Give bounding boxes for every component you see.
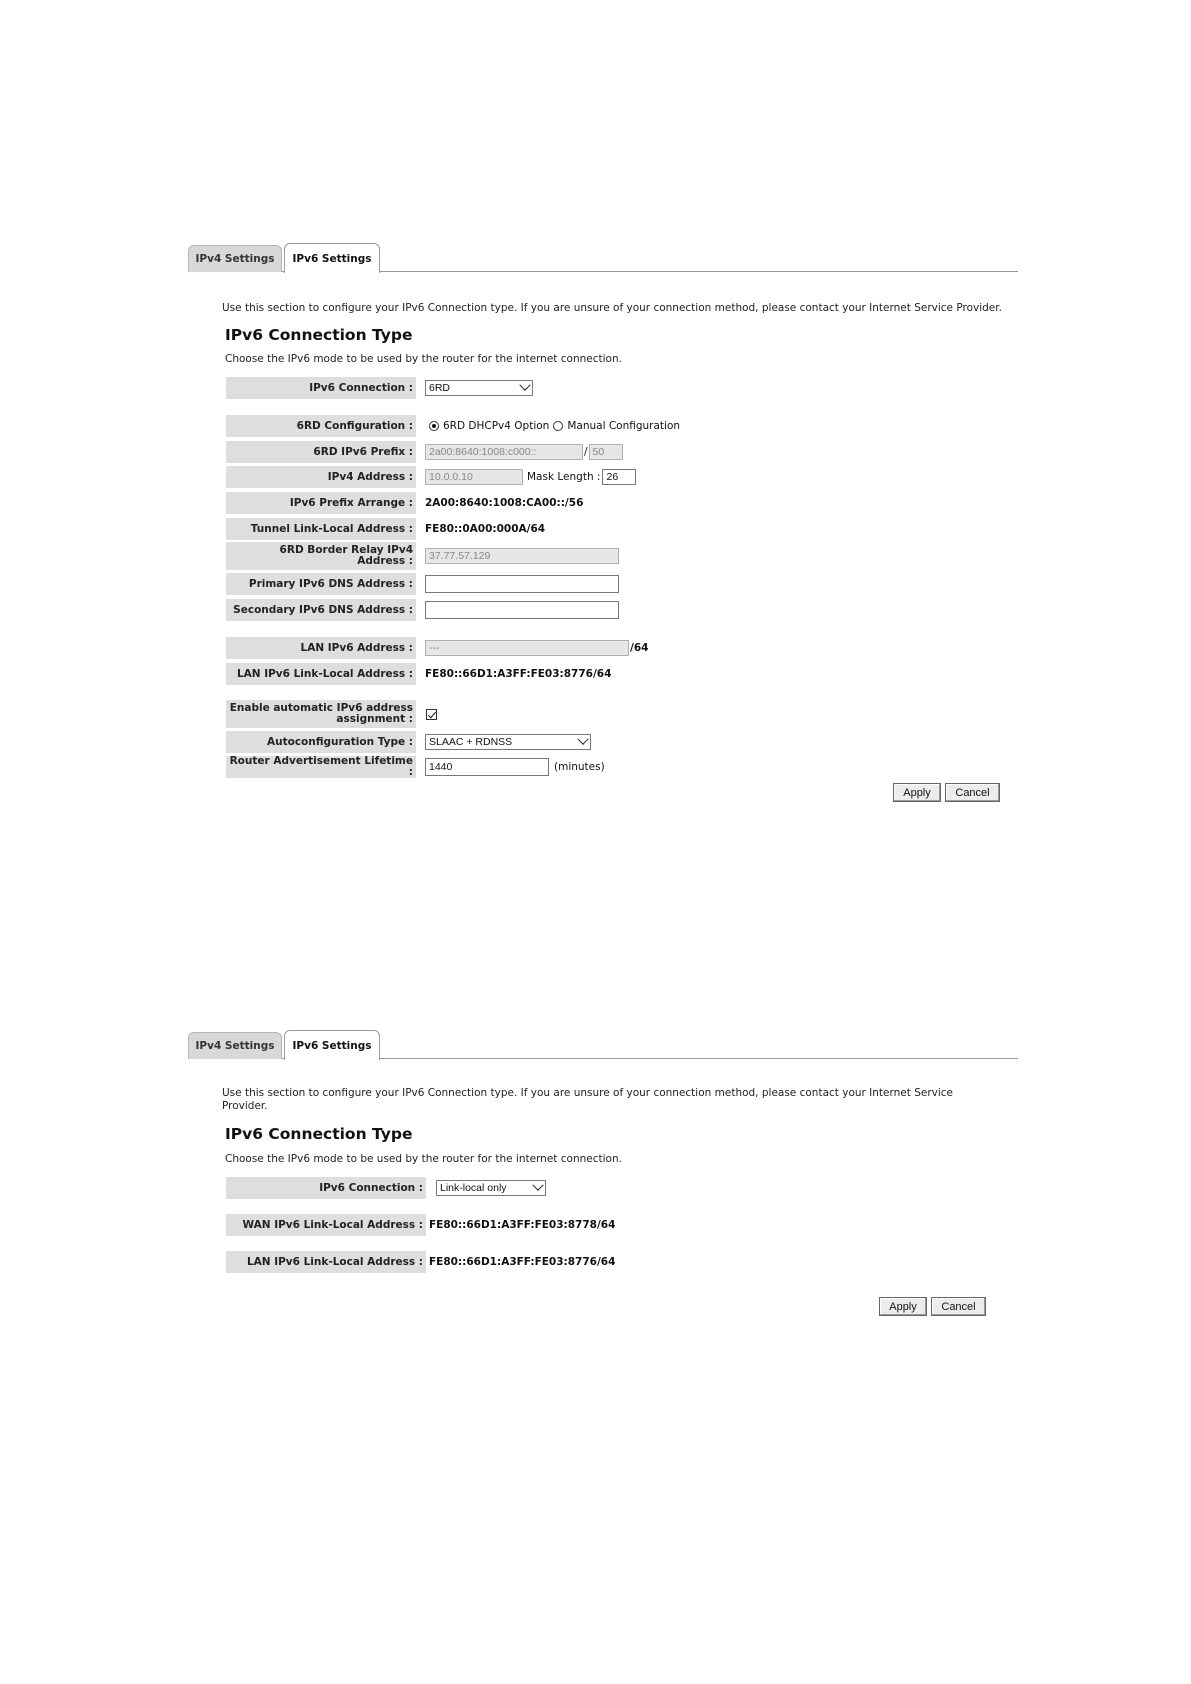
row-autoconfiguration-type [226,731,591,753]
cancel-button[interactable]: Cancel [931,1297,986,1316]
lan-link-local-label: LAN IPv6 Link-Local Address : [226,663,416,685]
auto-assignment-label-line1: Enable automatic IPv6 address [229,702,413,714]
tab-ipv6-settings[interactable]: IPv6 Settings [284,243,380,273]
tunnel-link-local-label: Tunnel Link-Local Address : [226,518,416,540]
ipv6-connection-value: Link-local only [440,1182,507,1194]
secondary-dns-input[interactable] [425,601,619,619]
intro-text [222,1087,953,1113]
mask-length-input[interactable]: 26 [602,469,636,485]
ra-lifetime-unit: (minutes) [554,761,605,773]
row-ipv4-address [226,466,636,488]
radio-manual-configuration-label: Manual Configuration [567,420,681,432]
tunnel-link-local-value: FE80::0A00:000A/64 [425,523,546,535]
ipv4-address-label: IPv4 Address : [226,466,416,488]
row-auto-assignment [226,700,437,728]
ipv6-connection-label: IPv6 Connection : [226,1177,426,1199]
6rd-configuration-label: 6RD Configuration : [226,415,416,437]
row-ipv6-prefix-arrange [226,492,583,514]
auto-assignment-label-line2: assignment : [336,713,413,725]
row-6rd-configuration [226,415,680,437]
ipv6-prefix-arrange-value: 2A00:8640:1008:CA00::/56 [425,497,584,509]
secondary-dns-label: Secondary IPv6 DNS Address : [226,599,416,621]
auto-assignment-checkbox[interactable] [426,709,437,720]
6rd-ipv6-prefix-label: 6RD IPv6 Prefix : [226,441,416,463]
autoconfiguration-type-label: Autoconfiguration Type : [226,731,416,753]
ipv6-connection-value: 6RD [429,382,451,394]
mask-length-label: Mask Length : [527,471,601,483]
autoconfiguration-type-value: SLAAC + RDNSS [429,736,513,748]
ipv6-connection-label: IPv6 Connection : [226,377,416,399]
cancel-button[interactable]: Cancel [945,783,1000,802]
row-lan-ipv6-address [226,637,648,659]
settings-tabs [188,1027,1018,1059]
ipv6-connection-select[interactable] [425,380,533,396]
apply-button[interactable]: Apply [893,783,941,802]
6rd-border-relay-label-line2: Address : [357,555,413,567]
autoconfiguration-type-select[interactable] [425,734,591,750]
ipv4-address-input[interactable]: 10.0.0.10 [425,469,523,485]
row-ipv6-connection [226,377,533,399]
prefix-separator: / [584,446,588,458]
lan-ipv6-address-label: LAN IPv6 Address : [226,637,416,659]
lan-ipv6-address-suffix: /64 [630,642,649,654]
row-6rd-border-relay [226,542,619,570]
row-ipv6-connection [226,1177,546,1199]
section-title: IPv6 Connection Type [225,326,413,344]
row-primary-dns [226,573,619,595]
apply-button[interactable]: Apply [879,1297,927,1316]
6rd-border-relay-input[interactable]: 37.77.57.129 [425,548,619,564]
primary-dns-label: Primary IPv6 DNS Address : [226,573,416,595]
row-6rd-ipv6-prefix [226,441,623,463]
lan-link-local-value: FE80::66D1:A3FF:FE03:8776/64 [425,668,612,680]
primary-dns-input[interactable] [425,575,619,593]
tab-ipv4-settings[interactable]: IPv4 Settings [188,1032,282,1059]
wan-link-local-value: FE80::66D1:A3FF:FE03:8778/64 [429,1219,616,1231]
row-lan-link-local [226,663,611,685]
tab-ipv6-settings[interactable]: IPv6 Settings [284,1030,380,1060]
intro-text-line1: Use this section to configure your IPv6 Connection type. If you are unsure of your connection method, please contact your Internet Service [222,1087,954,1099]
intro-text-line2: Provider. [222,1100,268,1112]
6rd-border-relay-label [226,542,416,570]
6rd-border-relay-label-line1: 6RD Border Relay IPv4 [279,544,413,556]
ipv6-prefix-arrange-label: IPv6 Prefix Arrange : [226,492,416,514]
row-lan-link-local [226,1251,615,1273]
section-title: IPv6 Connection Type [225,1125,413,1143]
radio-manual-configuration[interactable] [553,421,563,431]
section-subtitle: Choose the IPv6 mode to be used by the router for the internet connection. [225,353,622,365]
row-ra-lifetime [226,756,605,778]
lan-link-local-label: LAN IPv6 Link-Local Address : [226,1251,426,1273]
radio-6rd-dhcpv4-option[interactable] [429,421,439,431]
row-tunnel-link-local [226,518,545,540]
ipv6-connection-select[interactable] [436,1180,546,1196]
section-subtitle: Choose the IPv6 mode to be used by the router for the internet connection. [225,1153,622,1165]
tab-ipv4-settings[interactable]: IPv4 Settings [188,245,282,272]
row-secondary-dns [226,599,619,621]
lan-link-local-value: FE80::66D1:A3FF:FE03:8776/64 [429,1256,616,1268]
radio-6rd-dhcpv4-option-label: 6RD DHCPv4 Option [443,420,550,432]
chevron-down-icon [532,1180,543,1191]
6rd-prefix-length-input[interactable]: 50 [589,444,623,460]
chevron-down-icon [577,734,588,745]
6rd-ipv6-prefix-input[interactable]: 2a00:8640:1008:c000:: [425,444,583,460]
ra-lifetime-label: Router Advertisement Lifetime : [226,756,416,778]
row-wan-link-local [226,1214,615,1236]
settings-tabs [188,240,1018,272]
wan-link-local-label: WAN IPv6 Link-Local Address : [226,1214,426,1236]
intro-text: Use this section to configure your IPv6 Connection type. If you are unsure of your connection method, please contact your Internet Service Provider. [222,302,1002,314]
lan-ipv6-address-input[interactable]: --- [425,640,629,656]
ra-lifetime-input[interactable]: 1440 [425,758,549,776]
auto-assignment-label [226,700,416,728]
chevron-down-icon [519,380,530,391]
